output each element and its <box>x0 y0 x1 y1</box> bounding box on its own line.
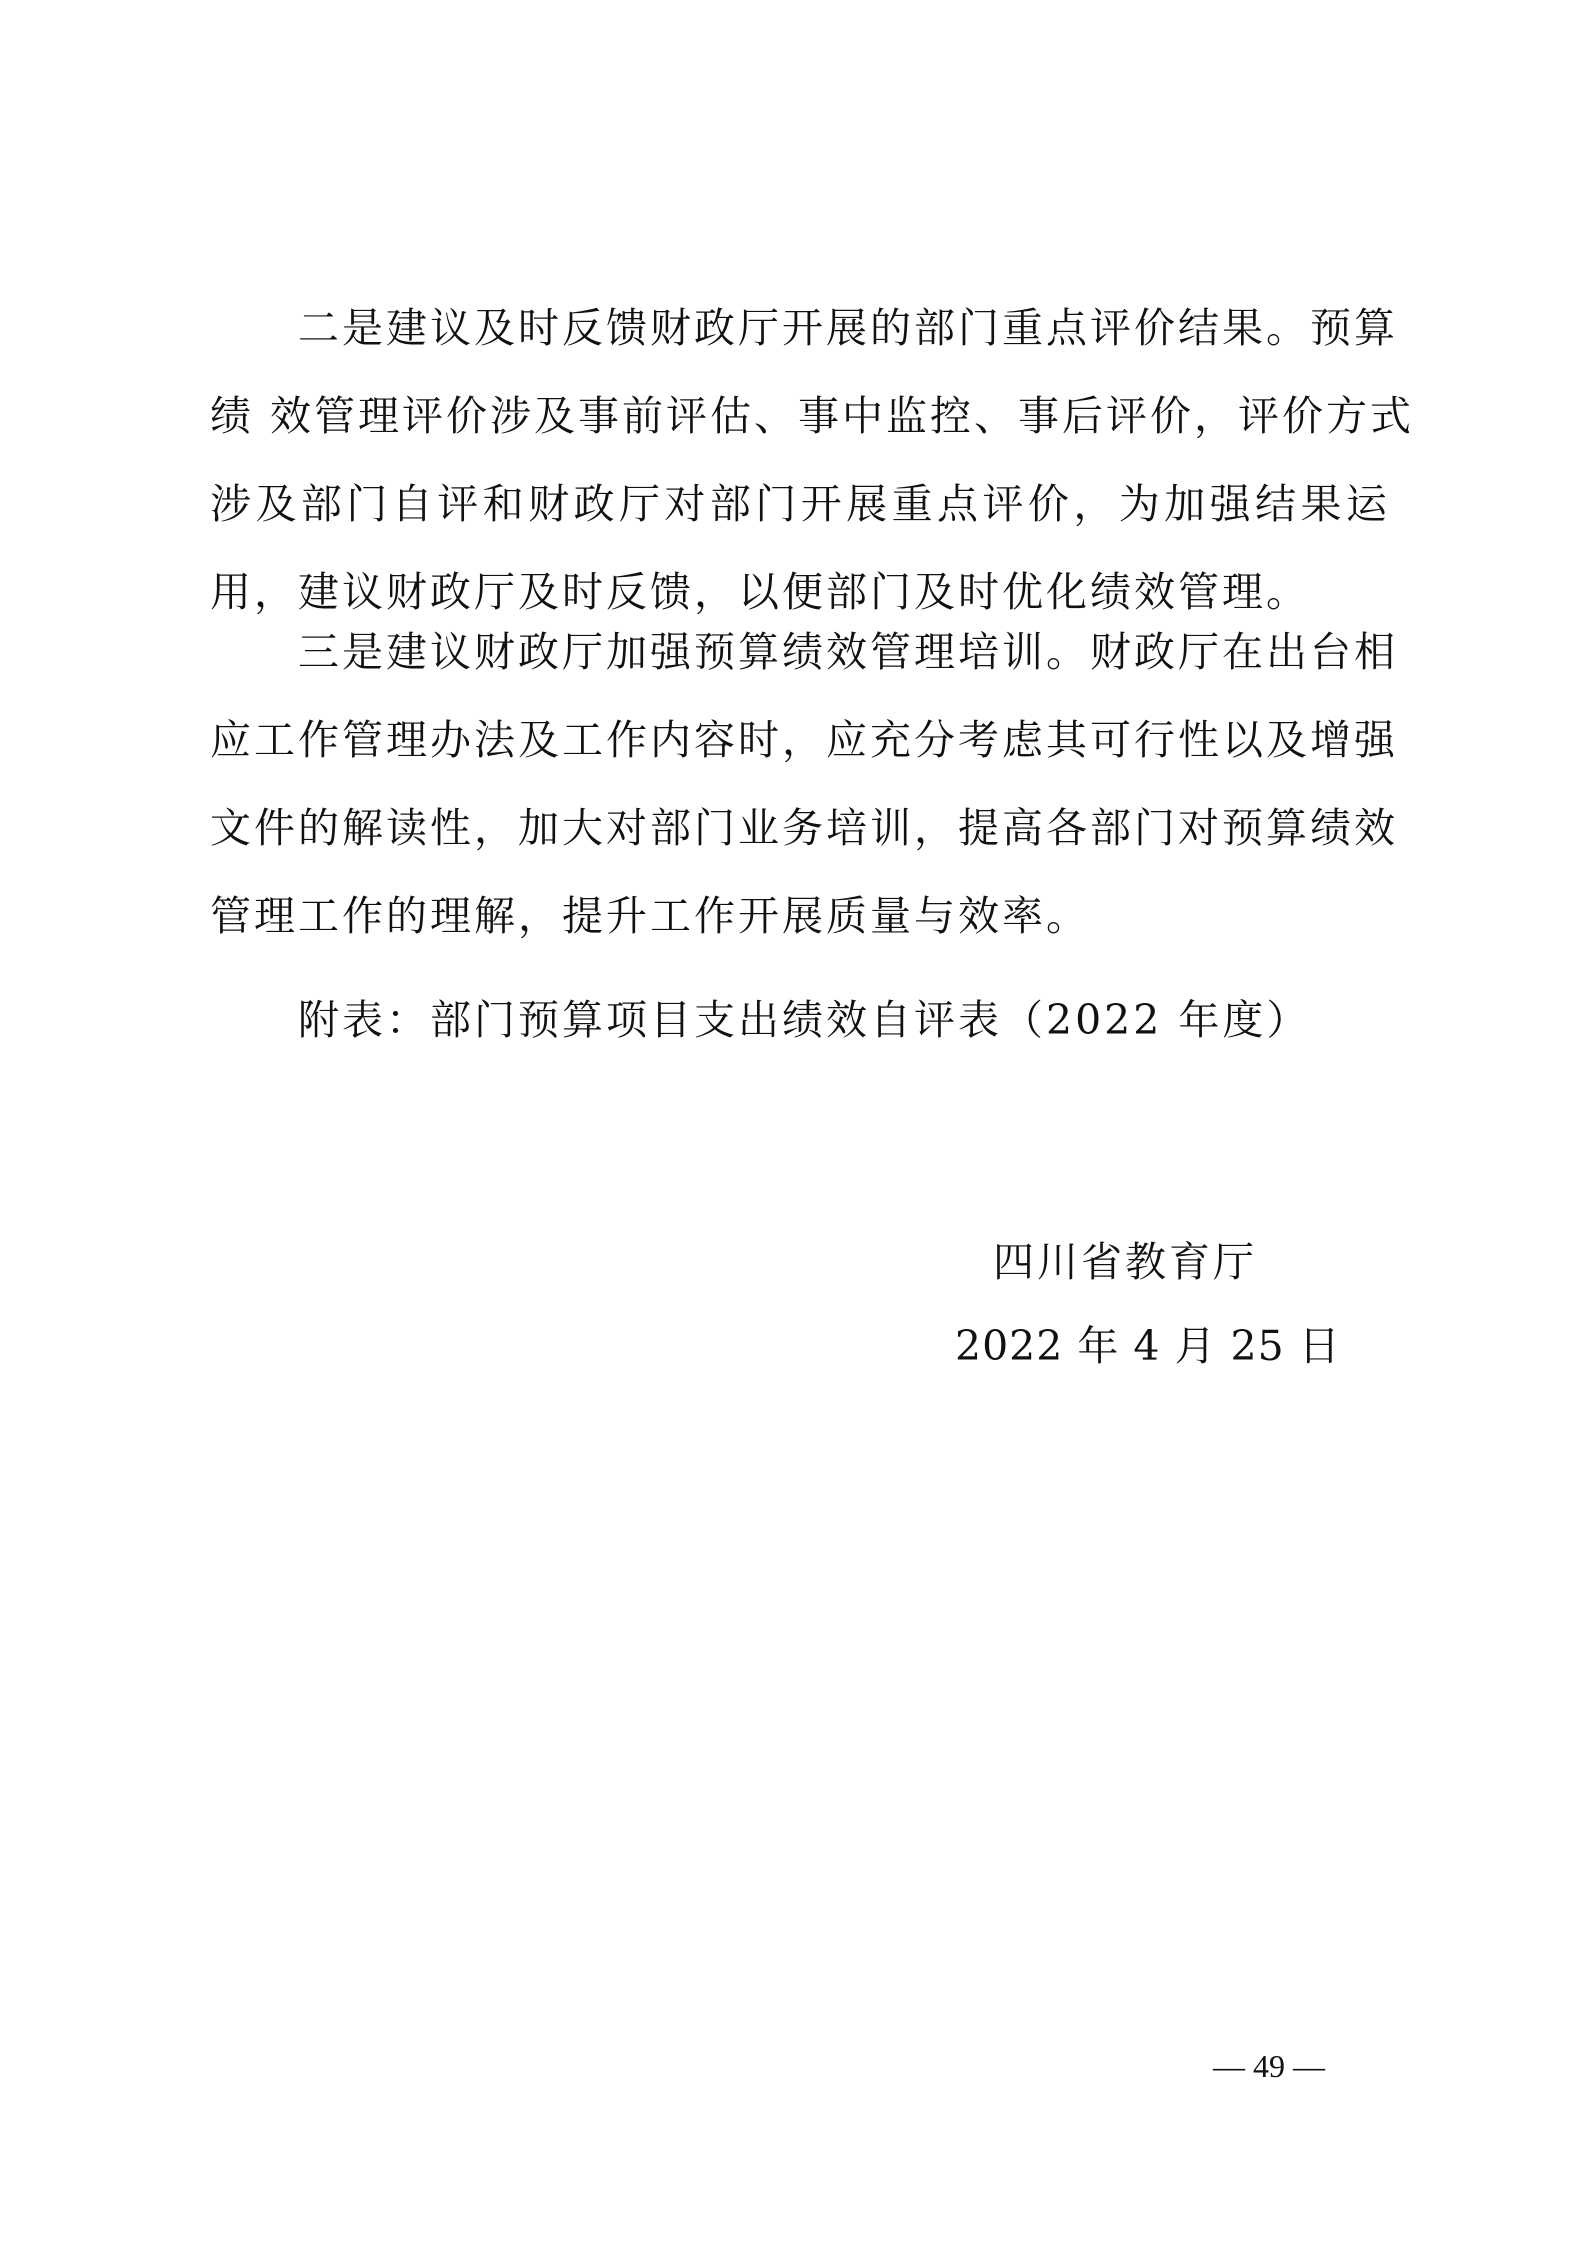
signature-date: 2022 年 4 月 25 日 <box>955 1322 1341 1370</box>
paragraph-line: 绩 效管理评价涉及事前评估、事中监控、事后评价，评价方式 <box>210 392 1415 440</box>
paragraph-line: 三是建议财政厅加强预算绩效管理培训。财政厅在出台相 <box>298 628 1398 676</box>
paragraph-line: 涉及部门自评和财政厅对部门开展重点评价，为加强结果运 <box>210 480 1390 528</box>
paragraph-line: 管理工作的理解，提升工作开展质量与效率。 <box>210 892 1090 940</box>
signature-organization: 四川省教育厅 <box>993 1238 1257 1286</box>
attachment-note: 附表：部门预算项目支出绩效自评表（2022 年度） <box>298 996 1311 1044</box>
paragraph-line: 文件的解读性，加大对部门业务培训，提高各部门对预算绩效 <box>210 804 1398 852</box>
paragraph-line: 用，建议财政厅及时反馈，以便部门及时优化绩效管理。 <box>210 568 1310 616</box>
paragraph-training <box>210 608 1398 960</box>
page-number: — 49 — <box>1213 2048 1325 2084</box>
paragraph-line: 二是建议及时反馈财政厅开展的部门重点评价结果。预算 <box>298 304 1398 352</box>
paragraph-line: 应工作管理办法及工作内容时，应充分考虑其可行性以及增强 <box>210 716 1398 764</box>
paragraph-feedback-results <box>210 284 1415 636</box>
